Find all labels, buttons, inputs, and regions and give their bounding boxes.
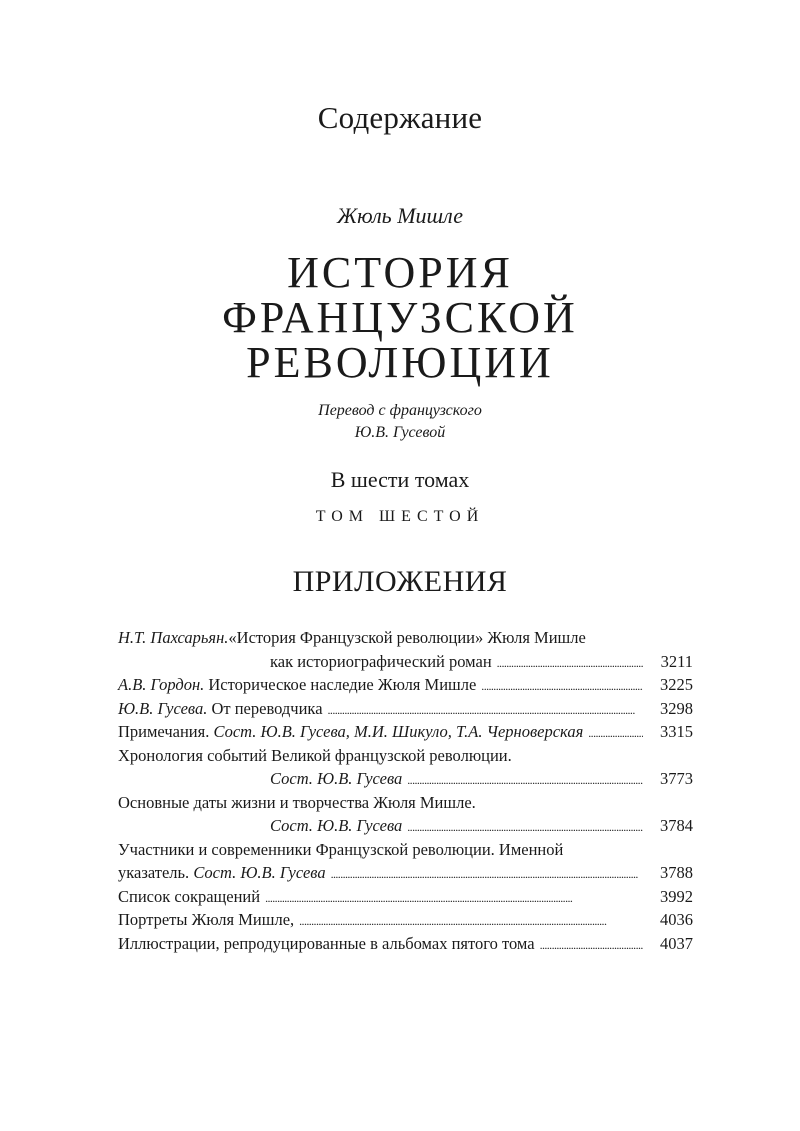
book-title [0, 250, 800, 385]
toc-entry[interactable] [118, 910, 693, 934]
toc-entry-title: Портреты Жюля Мишле, [118, 910, 295, 929]
toc-entry[interactable] [118, 699, 693, 723]
toc-entry-title: Список сокращений [118, 886, 261, 906]
toc-entry-compiler: Сост. Ю.В. Гусева [270, 816, 403, 835]
volumes-label: В шести томах [330, 467, 470, 492]
toc-entry[interactable] [118, 934, 693, 958]
book-author: Жюль Мишле [336, 203, 464, 228]
toc-entry[interactable] [118, 675, 693, 699]
toc-entry-title: От переводчика [207, 698, 323, 718]
toc-entry-page: 3784 [660, 816, 693, 835]
toc-entry[interactable] [118, 722, 693, 746]
toc-entry-page: 3788 [660, 863, 693, 882]
toc-entry[interactable] [118, 628, 693, 675]
toc-entry-compiler: Сост. Ю.В. Гусева [270, 769, 403, 788]
toc-entry-author: Н.Т. Пахсарьян. [118, 628, 229, 647]
toc-entry-title-continued: как историографический роман [270, 651, 492, 671]
toc-entry-page: 4036 [660, 910, 693, 929]
toc-entry-page: 3315 [660, 722, 693, 741]
toc-entry-compilers: Сост. Ю.В. Гусева, М.И. Шикуло, Т.А. Черноверская [209, 722, 584, 741]
toc-entry-title: Историческое наследие Жюля Мишле [204, 675, 477, 694]
contents-heading: Содержание [317, 100, 483, 135]
toc-entry[interactable] [118, 793, 693, 840]
dot-leader [407, 769, 643, 789]
dot-leader [481, 675, 643, 695]
toc-entry-page: 3773 [660, 769, 693, 788]
toc-entry-page: 3992 [660, 886, 693, 906]
toc-entry-page: 3211 [660, 651, 693, 671]
dot-leader [407, 816, 643, 836]
toc-entry-author: А.В. Гордон. [118, 675, 205, 694]
toc-entry[interactable] [118, 746, 693, 793]
translation-line-2: Ю.В. Гусевой [354, 424, 446, 441]
toc-entry-title: Основные даты жизни и творчества Жюля Мишле. [118, 792, 476, 812]
toc-entry-compiler: Сост. Ю.В. Гусева [189, 863, 326, 882]
translation-credit [0, 400, 800, 444]
dot-leader [588, 722, 643, 742]
toc-entry-title: Иллюстрации, репродуцированные в альбомах пятого тома [118, 933, 535, 953]
toc-entry-title: Участники и современники Французской революции. Именной [118, 839, 564, 859]
toc-entry-title: Примечания. [118, 722, 210, 741]
toc-entry-title: «История Французской революции» Жюля Мишле [228, 628, 586, 647]
toc-entry-page: 4037 [660, 933, 693, 953]
book-title-line-3: РЕВОЛЮЦИИ [246, 338, 554, 387]
dot-leader [540, 934, 643, 954]
toc-entry-author: Ю.В. Гусева. [118, 698, 208, 718]
appendix-heading: ПРИЛОЖЕНИЯ [292, 565, 508, 598]
dot-leader [299, 910, 643, 930]
dot-leader [331, 863, 643, 883]
dot-leader [497, 652, 643, 672]
dot-leader [328, 699, 643, 719]
book-title-line-1: ИСТОРИЯ [287, 248, 513, 297]
toc-entry-title-continued: указатель. [118, 863, 190, 882]
translation-line-1: Перевод с французского [318, 402, 482, 419]
volume-number: ТОМ ШЕСТОЙ [315, 508, 485, 525]
toc-entry-page: 3298 [660, 698, 693, 718]
table-of-contents [118, 628, 693, 957]
toc-entry[interactable] [118, 840, 693, 887]
toc-entry[interactable] [118, 887, 693, 911]
toc-entry-page: 3225 [660, 675, 693, 694]
book-title-line-2: ФРАНЦУЗСКОЙ [222, 293, 578, 342]
toc-entry-title: Хронология событий Великой французской революции. [118, 745, 512, 765]
dot-leader [265, 887, 643, 907]
